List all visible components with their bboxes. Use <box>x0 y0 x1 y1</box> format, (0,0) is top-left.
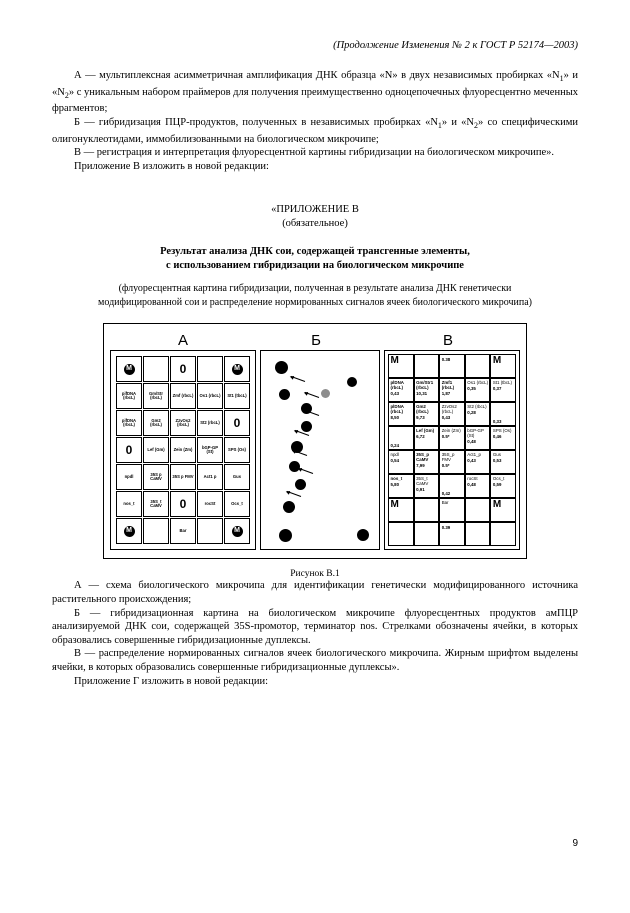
paragraph-b-mid: » и «N <box>441 116 474 128</box>
signal-cell-1-3 <box>465 378 491 402</box>
page-number: 9 <box>572 838 578 849</box>
paragraph-b-sub1: 1 <box>437 121 442 131</box>
chip-cell-3-3: bGP-GP (St) <box>197 437 223 463</box>
chip-cell-5-2 <box>170 491 196 517</box>
signal-cell-value: 0,28 <box>467 410 476 416</box>
empty-cell-marker: 0 <box>233 416 241 431</box>
signal-cell-7-4 <box>490 522 516 546</box>
signal-cell-value: 0,43 <box>390 391 400 397</box>
signal-cell-6-3 <box>465 498 491 522</box>
appendix-obligatory: (обязательное) <box>282 218 348 230</box>
empty-cell-marker: 0 <box>125 443 133 458</box>
signal-cell-7-2 <box>439 522 465 546</box>
signal-cell-name: npdl <box>390 452 399 458</box>
chip-cell-0-2 <box>170 356 196 382</box>
signal-cell-2-3 <box>465 402 491 426</box>
fluorescent-spot <box>301 421 312 432</box>
signal-cell-name: Gm/Str1 (rbcL) <box>416 380 434 391</box>
marker-dot: M <box>124 526 135 537</box>
panel-v-signal-table <box>384 350 520 550</box>
signal-cell-7-0 <box>388 522 414 546</box>
signal-cell-6-0 <box>388 498 414 522</box>
figure-caption: Рисунок В.1 <box>290 569 340 580</box>
note-b: Б — гибридизационная картина на биологическом микрочипе флуоресцентных продуктов амПЦР анализируемой ДНК сои, содержащей 35S-промотор, терминатор nos. Стрелками обозначены ячейки, в которых образовались совершенные гибридизационные дуплексы. <box>52 607 578 646</box>
signal-cell-value: 0,53 <box>492 458 502 464</box>
chip-cell-4-0: npdl <box>116 464 142 490</box>
signal-cell-7-1 <box>414 522 440 546</box>
chip-cell-6-2: Bar <box>170 518 196 544</box>
appendix-name <box>52 203 578 231</box>
chip-cell-1-4: St1 (tbcL) <box>224 383 250 409</box>
chip-cell-2-3: St2 (rbcL) <box>197 410 223 436</box>
annotation-arrow <box>291 376 305 382</box>
chip-cell-0-4 <box>224 356 250 382</box>
signal-cell-name: St2 (rbcL) <box>467 404 487 410</box>
signal-cell-1-4 <box>490 378 516 402</box>
signal-cell-2-1 <box>414 402 440 426</box>
signal-cell-name: SPS (Os) <box>492 428 512 434</box>
signal-cell-name: Ocs_t <box>492 476 505 482</box>
chip-cell-2-1: Gm2 (rbcL) <box>143 410 169 436</box>
fluorescent-spot <box>347 377 357 387</box>
signal-cell-name: 35S_p CaMV <box>416 452 430 463</box>
running-header: (Продолжение Изменения № 2 к ГОСТ Р 52174—2003) <box>333 40 578 51</box>
chip-cell-5-4: Ocs_t <box>224 491 250 517</box>
signal-cell-name: Gus <box>492 452 501 458</box>
annotation-arrow <box>299 468 313 474</box>
chip-cell-2-0: pifDNA (rbcL) <box>116 410 142 436</box>
signal-cell-5-0 <box>388 474 414 498</box>
signal-cell-value: 0,43 <box>441 415 451 421</box>
signal-cell-value: 5,80 <box>390 482 400 488</box>
annotation-arrow <box>305 410 319 416</box>
signal-cell-value: 0,35 <box>467 386 476 392</box>
signal-cell-name: Gm2 (rbcL) <box>416 404 429 415</box>
signal-cell-4-0 <box>388 450 414 474</box>
chip-cell-6-3 <box>197 518 223 544</box>
signal-cell-0-3 <box>465 354 491 378</box>
signal-cell-4-3 <box>465 450 491 474</box>
paragraph-a-mid: » и «N <box>52 70 578 98</box>
chip-cell-0-1 <box>143 356 169 382</box>
signal-cell-4-1 <box>414 450 440 474</box>
chip-cell-1-3: Os1 (rbcL) <box>197 383 223 409</box>
appendix-subtitle-line1: (флуоресцентная картина гибридизации, полученная в результате анализа ДНК генетически <box>118 283 512 295</box>
signal-cell-5-3 <box>465 474 491 498</box>
chip-cell-6-0 <box>116 518 142 544</box>
signal-cell-marker: M <box>390 355 399 367</box>
signal-cell-1-0 <box>388 378 414 402</box>
signal-cell-value: 0.39 <box>441 525 451 531</box>
signal-cell-3-2 <box>439 426 465 450</box>
signal-cell-value: 0,91 <box>416 487 425 493</box>
chip-cell-3-2: Zein (Zm) <box>170 437 196 463</box>
marker-dot: M <box>232 364 243 375</box>
note-next: Приложение Г изложить в новой редакции: <box>74 675 269 687</box>
signal-cell-name: Bar <box>441 500 449 506</box>
signal-cell-marker: M <box>492 355 502 367</box>
signal-cell-name: Zmf1 (rbcL) <box>441 380 455 391</box>
chip-cell-4-3: Act1 p <box>197 464 223 490</box>
panel-a-chip-scheme <box>110 350 256 550</box>
signal-cell-value: 0,43 <box>467 458 476 464</box>
figure-body <box>110 350 520 550</box>
chip-cell-6-1 <box>143 518 169 544</box>
paragraph-b-text: Б — гибридизация ПЦР-продуктов, полученных в независимых пробирках «N <box>74 116 438 128</box>
signal-cell-value: 0,24 <box>390 443 400 449</box>
signal-cell-value: 0.5* <box>441 434 450 440</box>
signal-cell-value: 0,48 <box>467 439 476 445</box>
chip-cell-4-2: 35S p FMV <box>170 464 196 490</box>
signal-cell-value: 0.38 <box>441 357 451 363</box>
signal-cell-value: 0,33 <box>492 419 502 425</box>
chip-cell-1-0: pifDNA (rbcL) <box>116 383 142 409</box>
signal-cell-5-4 <box>490 474 516 498</box>
signal-cell-value: 0,59 <box>492 482 502 488</box>
signal-cell-name: 35S_p FMV <box>441 452 455 463</box>
paragraph-b-end: » со специфическими олигонуклеотидами, иммобилизованными на биологическом микрочипе; <box>52 116 578 145</box>
signal-cell-3-1 <box>414 426 440 450</box>
chip-cell-0-0 <box>116 356 142 382</box>
signal-cell-name: Lef (Gm) <box>416 428 435 434</box>
empty-cell-marker: 0 <box>179 497 187 512</box>
chip-cell-2-2: ZzvOs2 (rbcL) <box>170 410 196 436</box>
signal-cell-0-0 <box>388 354 414 378</box>
signal-cell-0-4 <box>490 354 516 378</box>
fluorescent-spot <box>275 361 288 374</box>
note-v: В — распределение нормированных сигналов ячеек биологического микрочипа. Жирным шрифтом выделены ячейки, в которых образовались совершенные гибридизационные дуплексы». <box>52 648 578 673</box>
appendix-subtitle <box>52 282 578 309</box>
signal-cell-1-1 <box>414 378 440 402</box>
chip-cell-5-0: nos_t <box>116 491 142 517</box>
signal-cell-1-2 <box>439 378 465 402</box>
panel-label-b: Б <box>311 331 321 349</box>
paragraph-b-sub2: 2 <box>474 121 478 131</box>
figure-v1 <box>103 323 527 559</box>
fluorescent-spot-faint <box>321 389 330 398</box>
appendix-title <box>52 245 578 273</box>
fluorescent-spot <box>279 529 292 542</box>
signal-cell-7-3 <box>465 522 491 546</box>
signal-cell-2-4 <box>490 402 516 426</box>
chip-cell-6-4 <box>224 518 250 544</box>
panel-b-hybridization-image <box>260 350 380 550</box>
paragraph-a <box>52 69 578 116</box>
panel-label-a: А <box>177 331 188 349</box>
signal-cell-6-4 <box>490 498 516 522</box>
signal-cell-2-2 <box>439 402 465 426</box>
annotation-arrow <box>287 491 301 497</box>
signal-cell-4-4 <box>490 450 516 474</box>
signal-cell-3-0 <box>388 426 414 450</box>
chip-cell-1-2: Zmf (rbcL) <box>170 383 196 409</box>
signal-cell-0-1 <box>414 354 440 378</box>
signal-cell-marker: M <box>492 499 502 511</box>
signal-cell-name: Act1_p <box>467 452 481 458</box>
fluorescent-spot <box>283 501 295 513</box>
signal-cell-name: Zein (Zm) <box>441 428 461 434</box>
signal-cell-name: St1 (tbcL) <box>492 380 512 386</box>
chip-cell-0-3 <box>197 356 223 382</box>
signal-cell-value: 0,48 <box>467 482 476 488</box>
paragraph-v: В — регистрация и интерпретация флуоресцентной картины гибридизации на биологическом микрочипе». <box>74 147 555 159</box>
fluorescent-spot <box>357 529 369 541</box>
signal-cell-5-1 <box>414 474 440 498</box>
signal-cell-3-3 <box>465 426 491 450</box>
fluorescent-spot <box>295 479 306 490</box>
signal-cell-5-2 <box>439 474 465 498</box>
signal-cell-value: 0,54 <box>390 458 400 464</box>
empty-cell-marker: 0 <box>179 362 187 377</box>
chip-cell-5-1: 35S_t CaMV <box>143 491 169 517</box>
figure-panel-labels <box>110 330 520 350</box>
signal-cell-marker: M <box>390 499 399 511</box>
signal-cell-value: 10,31 <box>416 391 428 397</box>
signal-cell-name: plDNA (rbcL) <box>390 380 404 391</box>
paragraph-a-sub2: 2 <box>64 90 69 100</box>
signal-cell-name: ZzvOs2 (rbcL) <box>441 404 457 415</box>
signal-cell-4-2 <box>439 450 465 474</box>
signal-cell-2-0 <box>388 402 414 426</box>
appendix-name-line: «ПРИЛОЖЕНИЕ В <box>271 204 359 216</box>
paragraph-a-end: » с уникальным набором праймеров для получения преимущественно одноцепочечных флуоресцентно меченных фрагментов; <box>52 86 578 115</box>
signal-cell-name: bGP-GP (St) <box>467 428 484 439</box>
paragraph-prilozhenie-v: Приложение В изложить в новой редакции: <box>74 160 269 172</box>
signal-cell-value: 0,46 <box>492 434 502 440</box>
chip-cell-5-3: rocSt <box>197 491 223 517</box>
chip-cell-4-1: 35S p CaMV <box>143 464 169 490</box>
signal-cell-value: 7,99 <box>416 463 425 469</box>
signal-cell-value: 0,42 <box>441 491 451 497</box>
fluorescent-spot <box>279 389 290 400</box>
appendix-subtitle-line2: модифицированной сои и распределение нормированных сигналов ячеек биологического микрочипа) <box>98 296 532 308</box>
signal-cell-value: 0.5* <box>441 463 450 469</box>
signal-cell-value: 0,37 <box>492 386 502 392</box>
chip-cell-4-4: Gus <box>224 464 250 490</box>
chip-cell-1-1: Gm/Str (rbcL) <box>143 383 169 409</box>
note-a: А — схема биологического микрочипа для идентификации генетически модифицированного источника растительного происхождения; <box>52 580 578 606</box>
paragraph-a-sub1: 1 <box>559 74 564 84</box>
appendix-title-line2: с использованием гибридизации на биологическом микрочипе <box>166 260 464 272</box>
signal-cell-name: rocSt <box>467 476 478 482</box>
signal-cell-value: 8,50 <box>390 415 400 421</box>
signal-cell-value: 9,73 <box>416 415 425 421</box>
chip-cell-3-4: SPS (Os) <box>224 437 250 463</box>
panel-label-v: В <box>442 331 453 349</box>
appendix-title-line1: Результат анализа ДНК сои, содержащей трансгенные элементы, <box>160 246 470 258</box>
annotation-arrow <box>305 392 319 398</box>
signal-cell-name: plDNA (rbcL) <box>390 404 404 415</box>
signal-cell-0-2 <box>439 354 465 378</box>
signal-cell-value: 6,72 <box>416 434 425 440</box>
signal-cell-6-2 <box>439 498 465 522</box>
chip-cell-3-0 <box>116 437 142 463</box>
signal-cell-name: 35S_t CaMV <box>416 476 429 487</box>
panel-a-grid <box>116 356 250 544</box>
signal-cell-3-4 <box>490 426 516 450</box>
chip-cell-3-1: Lef (Gm) <box>143 437 169 463</box>
paragraph-a-text: А — мультиплексная асимметричная амплификация ДНК образца «N» в двух независимых пробирках «N <box>74 70 560 81</box>
marker-dot: M <box>232 526 243 537</box>
signal-cell-name: nos_t <box>390 476 403 482</box>
signal-cell-6-1 <box>414 498 440 522</box>
signal-cell-name: Os1 (rbcL) <box>467 380 489 386</box>
signal-cell-value: 1,87 <box>441 391 451 397</box>
chip-cell-2-4 <box>224 410 250 436</box>
paragraph-b <box>52 116 578 146</box>
panel-v-grid <box>388 354 516 546</box>
marker-dot: M <box>124 364 135 375</box>
